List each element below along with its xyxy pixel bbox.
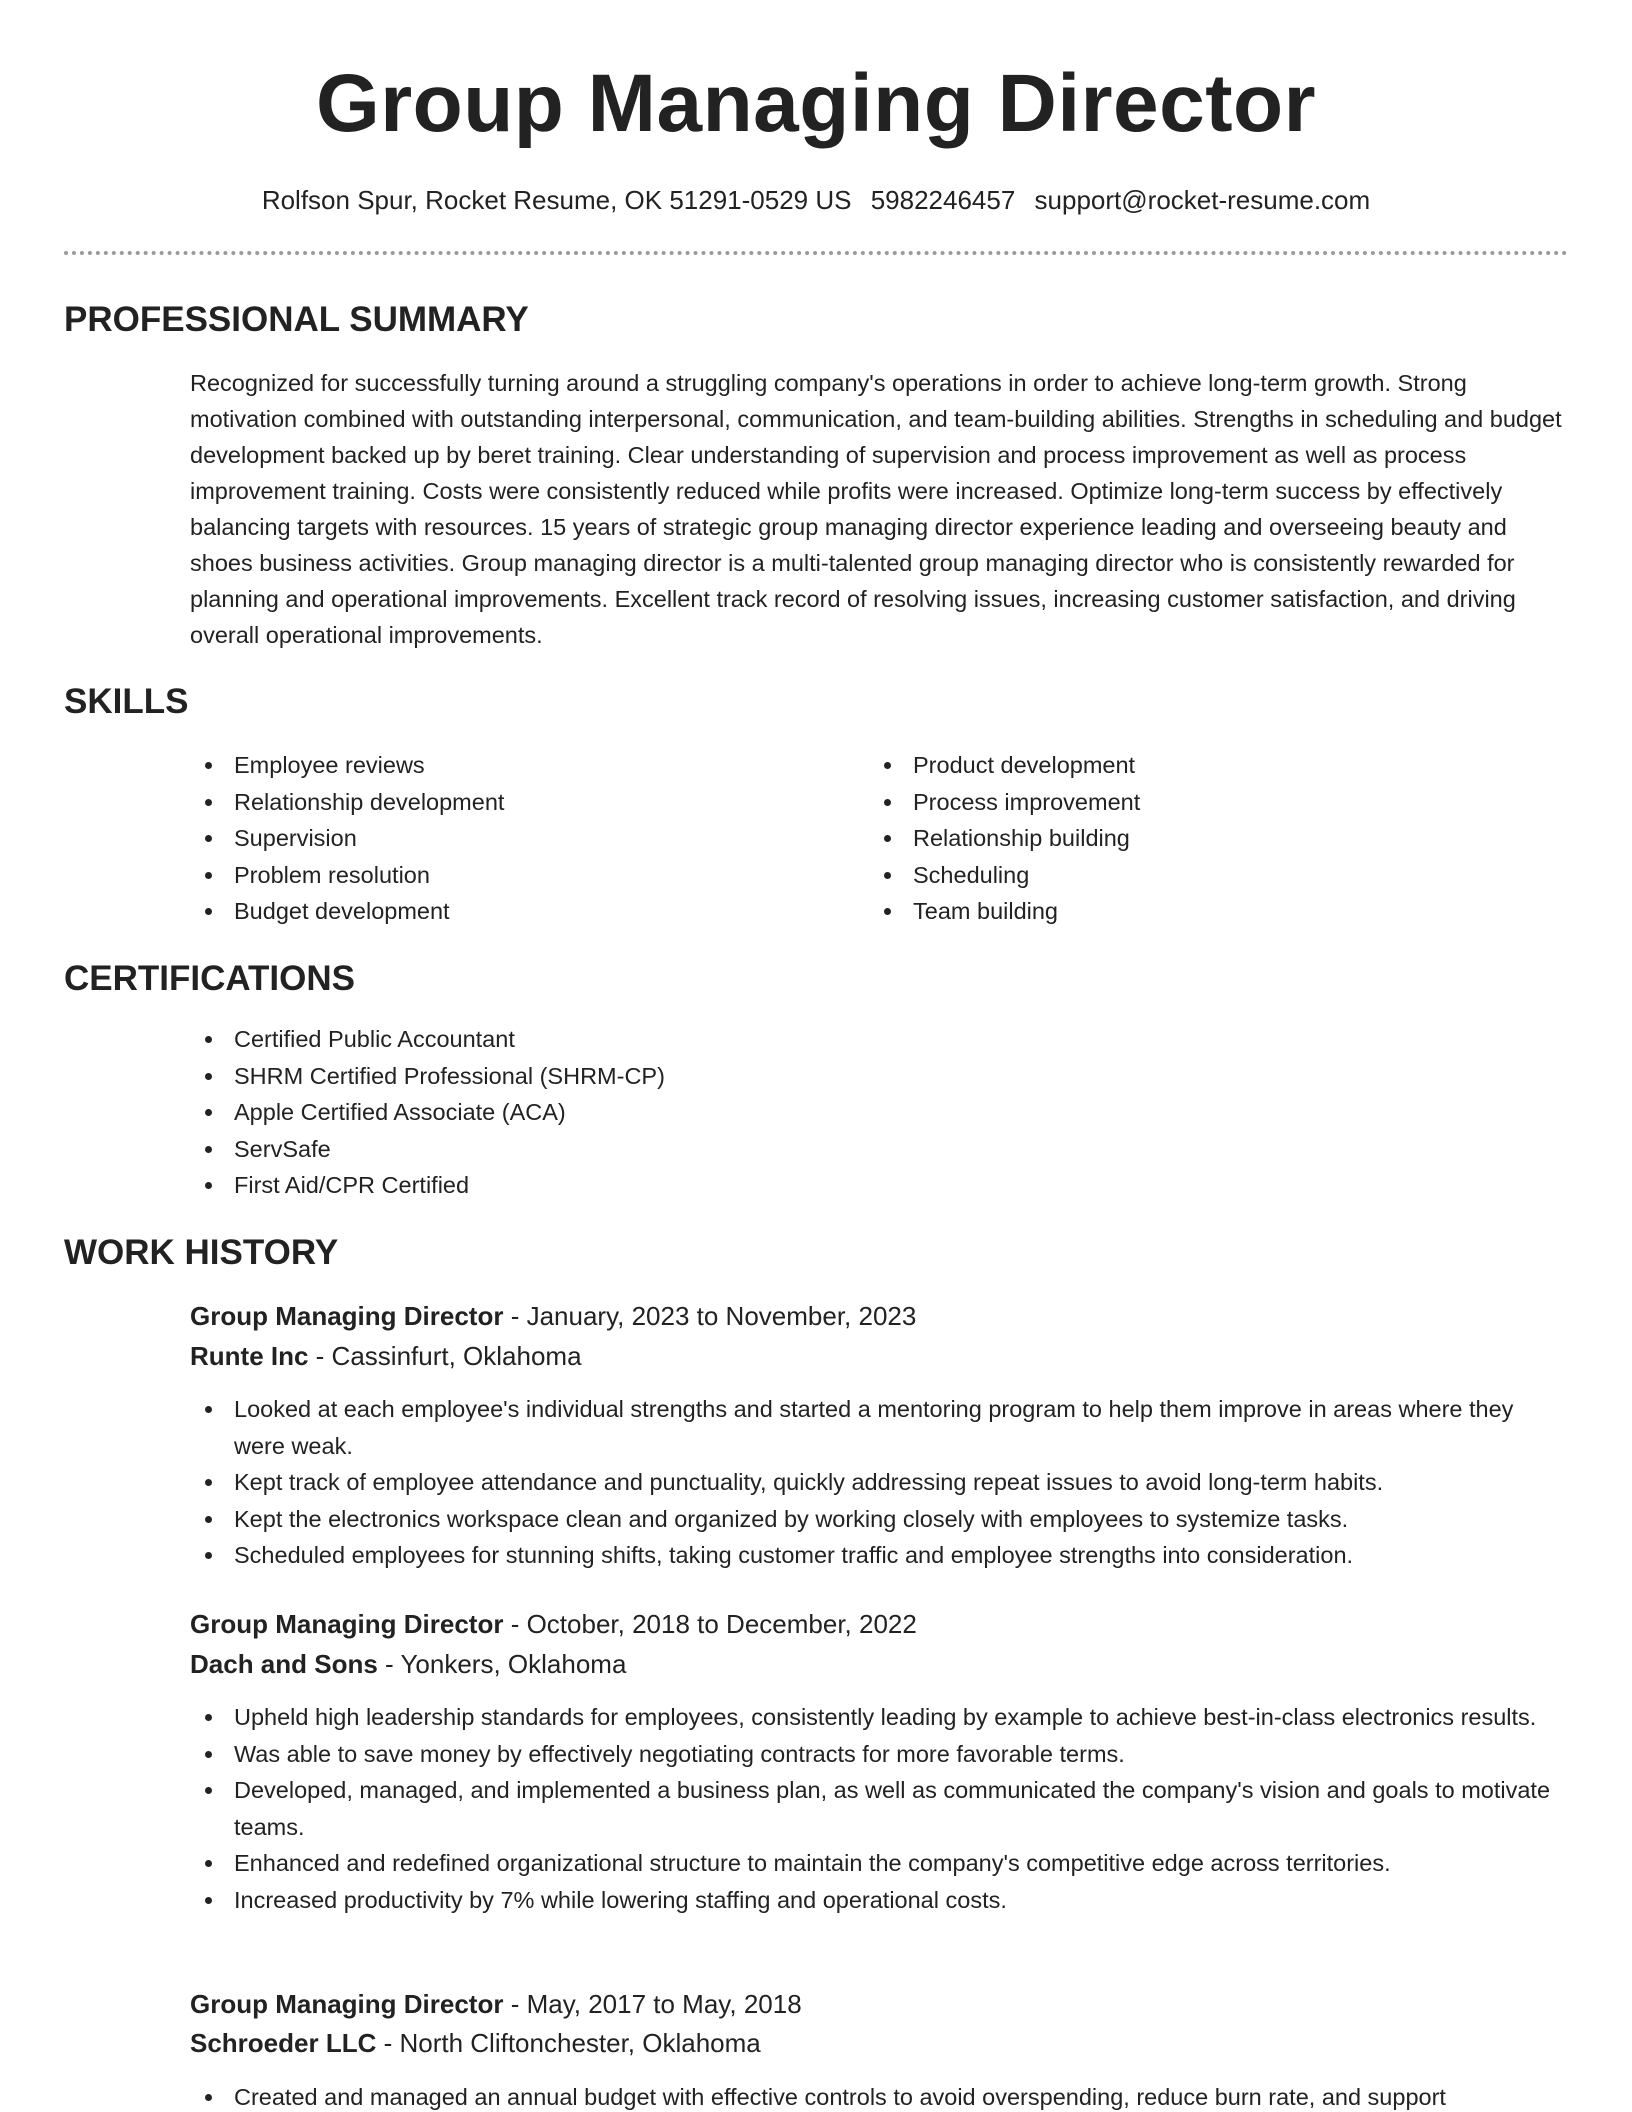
job-role: Group Managing Director: [190, 1301, 504, 1331]
list-item: Scheduled employees for stunning shifts, taking customer traffic and employee strengths into consideration.: [190, 1537, 1566, 1574]
skills-list-right: [869, 747, 1549, 930]
job-role: Group Managing Director: [190, 1989, 504, 2019]
list-item: Problem resolution: [190, 857, 870, 894]
list-item: Relationship development: [190, 784, 870, 821]
list-item: Employee reviews: [190, 747, 870, 784]
list-item: First Aid/CPR Certified: [190, 1167, 870, 1204]
contact-address: Rolfson Spur, Rocket Resume, OK 51291-0529 US: [261, 185, 852, 215]
list-item: Increased productivity by 7% while lowering staffing and operational costs.: [190, 1882, 1566, 1919]
job-company-line: [190, 1646, 626, 1682]
job-title-line: [190, 1606, 917, 1642]
list-item: SHRM Certified Professional (SHRM-CP): [190, 1058, 870, 1095]
list-item: ServSafe: [190, 1131, 870, 1168]
job-title-line: [190, 1298, 916, 1334]
job-role: Group Managing Director: [190, 1609, 504, 1639]
job-company: Schroeder LLC: [190, 2028, 377, 2058]
header-divider: [64, 251, 1568, 255]
job-company: Runte Inc: [190, 1341, 309, 1371]
job-location: - North Cliftonchester, Oklahoma: [376, 2028, 761, 2058]
list-item: Certified Public Accountant: [190, 1021, 870, 1058]
job-bullets: [190, 1391, 1566, 1574]
skills-heading: SKILLS: [64, 682, 189, 721]
job-company-line: [190, 2025, 761, 2061]
list-item: Looked at each employee's individual strengths and started a mentoring program to help them improve in areas where they were weak.: [190, 1391, 1566, 1464]
list-item: Was able to save money by effectively negotiating contracts for more favorable terms.: [190, 1736, 1566, 1773]
contact-email: support@rocket-resume.com: [1034, 185, 1371, 215]
list-item: Developed, managed, and implemented a business plan, as well as communicated the company's vision and goals to motivate teams.: [190, 1772, 1566, 1845]
certifications-heading: CERTIFICATIONS: [64, 959, 356, 998]
job-dates: - May, 2017 to May, 2018: [503, 1989, 802, 2019]
list-item: Process improvement: [869, 784, 1549, 821]
certifications-list: [190, 1021, 870, 1204]
work-history-heading: WORK HISTORY: [64, 1233, 339, 1272]
candidate-name: Group Managing Director: [315, 58, 1317, 149]
job-bullets: [190, 2079, 1566, 2112]
list-item: Upheld high leadership standards for employees, consistently leading by example to achieve best-in-class electronics results.: [190, 1699, 1566, 1736]
contact-line: [0, 182, 1632, 218]
job-dates: - October, 2018 to December, 2022: [503, 1609, 917, 1639]
resume-header: [0, 48, 1632, 218]
summary-text: Recognized for successfully turning around a struggling company's operations in order to achieve long-term growth. Strong motivation combined with outstanding interpersonal, communication, and team-building abilities. Strengths in scheduling and budget development backed up by beret training. Clear understanding of supervision and process improvement as well as process improvement training. Costs were consistently reduced while profits were increased. Optimize long-term success by effectively balancing targets with resources. 15 years of strategic group managing director experience leading and overseeing beauty and shoes business activities. Group managing director is a multi-talented group managing director who is consistently rewarded for planning and operational improvements. Excellent track record of resolving issues, increasing customer satisfaction, and driving overall operational improvements.: [190, 370, 1562, 648]
skills-list-left: [190, 747, 870, 930]
list-item: Product development: [869, 747, 1549, 784]
list-item: Team building: [869, 893, 1549, 930]
job-company-line: [190, 1338, 582, 1374]
list-item: Relationship building: [869, 820, 1549, 857]
list-item: Scheduling: [869, 857, 1549, 894]
list-item: Apple Certified Associate (ACA): [190, 1094, 870, 1131]
list-item: Supervision: [190, 820, 870, 857]
list-item: Kept track of employee attendance and punctuality, quickly addressing repeat issues to avoid long-term habits.: [190, 1464, 1566, 1501]
job-location: - Yonkers, Oklahoma: [377, 1649, 627, 1679]
list-item: Budget development: [190, 893, 870, 930]
job-dates: - January, 2023 to November, 2023: [503, 1301, 917, 1331]
contact-phone: 5982246457: [870, 185, 1016, 215]
job-title-line: [190, 1986, 802, 2022]
list-item: Enhanced and redefined organizational structure to maintain the company's competitive edge across territories.: [190, 1845, 1566, 1882]
job-location: - Cassinfurt, Oklahoma: [308, 1341, 582, 1371]
summary-heading: PROFESSIONAL SUMMARY: [64, 300, 529, 339]
job-bullets: [190, 1699, 1566, 1918]
list-item: Kept the electronics workspace clean and organized by working closely with employees to systemize tasks.: [190, 1501, 1566, 1538]
job-company: Dach and Sons: [190, 1649, 378, 1679]
list-item: Created and managed an annual budget with effective controls to avoid overspending, reduce burn rate, and support: [190, 2079, 1566, 2112]
